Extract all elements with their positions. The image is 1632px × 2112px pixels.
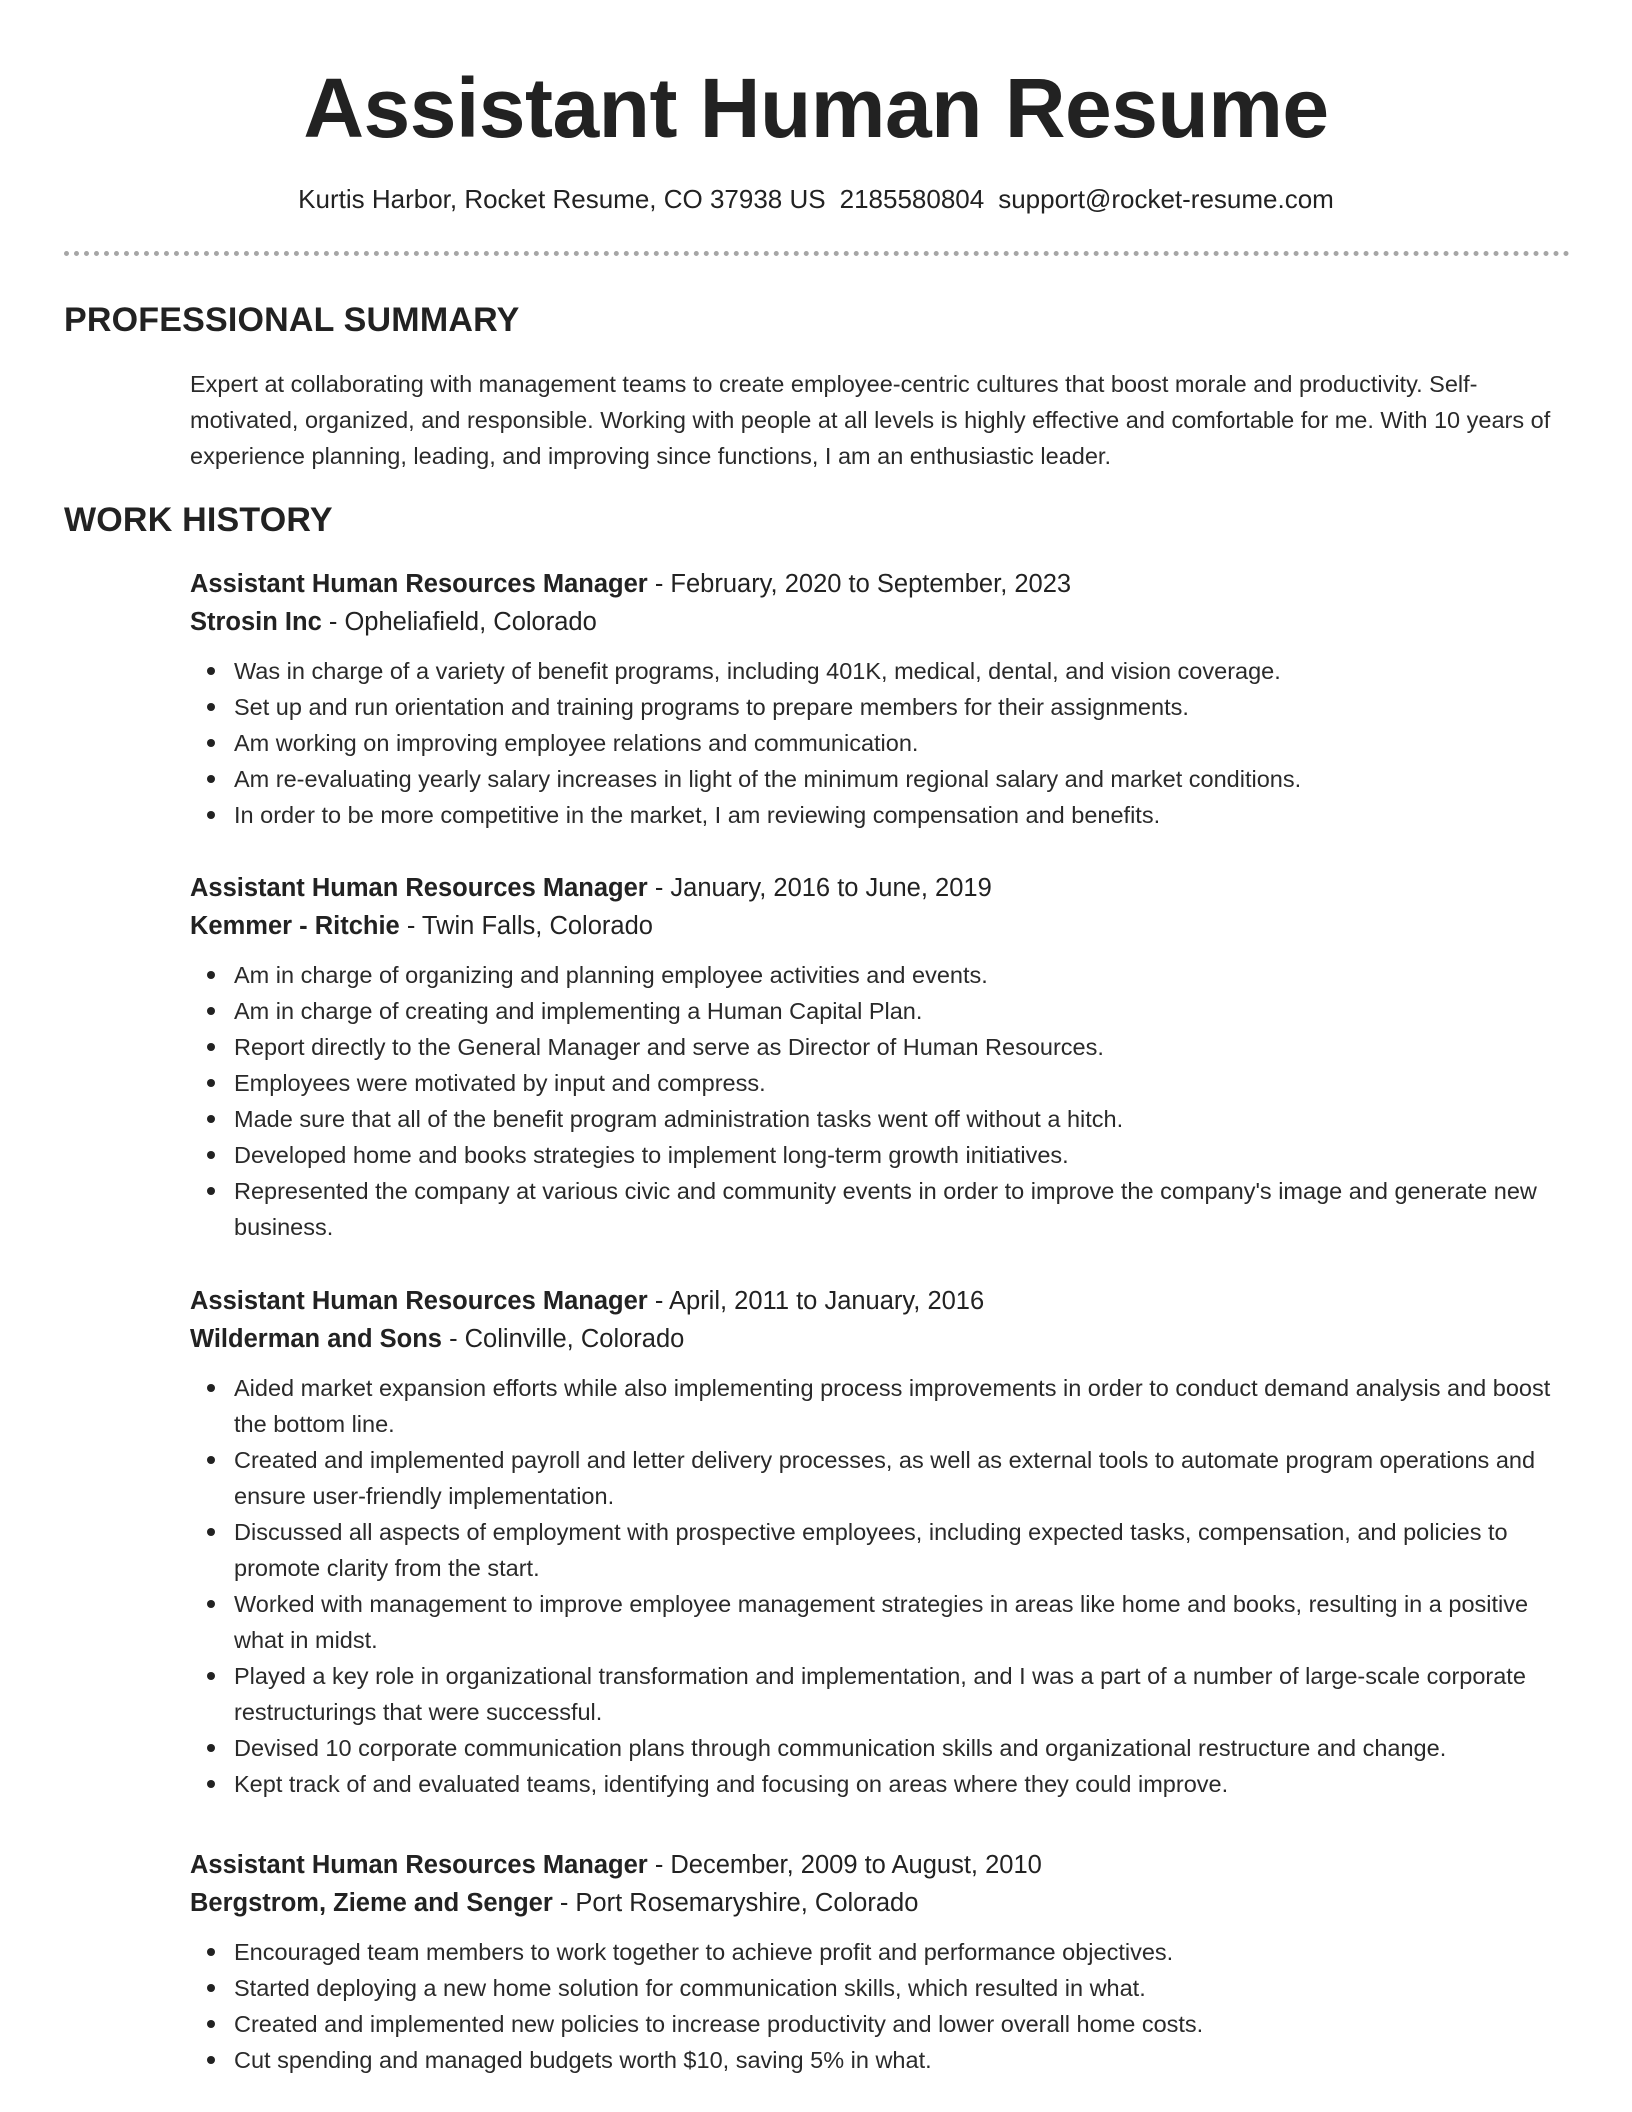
job-company: Bergstrom, Zieme and Senger [190,1889,553,1917]
job-bullets [190,653,1570,833]
list-item: In order to be more competitive in the market, I am reviewing compensation and benefits. [190,797,1570,833]
list-item: Am re-evaluating yearly salary increases in light of the minimum regional salary and market conditions. [190,761,1570,797]
list-item: Cut spending and managed budgets worth $10, saving 5% in what. [190,2042,1570,2078]
list-item: Created and implemented payroll and letter delivery processes, as well as external tools to automate program operations and ensure user-friendly implementation. [190,1442,1570,1514]
job-bullets [190,957,1570,1245]
job-title-line [190,1282,1570,1320]
job-role: Assistant Human Resources Manager [190,1851,648,1879]
job-title-line [190,565,1570,603]
job-company-line [190,1320,1570,1358]
job-company-line [190,907,1570,945]
job-company: Strosin Inc [190,608,322,636]
header-divider [64,251,1570,256]
job-role: Assistant Human Resources Manager [190,570,648,598]
job-dates: - December, 2009 to August, 2010 [647,1851,1042,1879]
section-title-work-history: WORK HISTORY [64,501,333,539]
list-item: Created and implemented new policies to increase productivity and lower overall home costs. [190,2006,1570,2042]
list-item: Developed home and books strategies to implement long-term growth initiatives. [190,1137,1570,1173]
list-item: Devised 10 corporate communication plans through communication skills and organizational restructure and change. [190,1730,1570,1766]
list-item: Report directly to the General Manager and serve as Director of Human Resources. [190,1029,1570,1065]
job-location: - Twin Falls, Colorado [399,912,653,940]
list-item: Am in charge of organizing and planning employee activities and events. [190,957,1570,993]
job-entry [190,1846,1570,2078]
job-company-line [190,1884,1570,1922]
list-item: Aided market expansion efforts while also implementing process improvements in order to conduct demand analysis and boost the bottom line. [190,1370,1570,1442]
list-item: Worked with management to improve employee management strategies in areas like home and books, resulting in a positive what in midst. [190,1586,1570,1658]
list-item: Played a key role in organizational transformation and implementation, and I was a part of a number of large-scale corporate restructurings that were successful. [190,1658,1570,1730]
job-role: Assistant Human Resources Manager [190,874,648,902]
list-item: Represented the company at various civic and community events in order to improve the company's image and generate new business. [190,1173,1570,1245]
list-item: Was in charge of a variety of benefit programs, including 401K, medical, dental, and vision coverage. [190,653,1570,689]
job-bullets [190,1370,1570,1802]
list-item: Discussed all aspects of employment with prospective employees, including expected tasks, compensation, and policies to promote clarity from the start. [190,1514,1570,1586]
job-company: Wilderman and Sons [190,1325,442,1353]
list-item: Started deploying a new home solution for communication skills, which resulted in what. [190,1970,1570,2006]
job-location: - Opheliafield, Colorado [321,608,597,636]
job-company-line [190,603,1570,641]
job-entry [190,869,1570,1245]
job-dates: - February, 2020 to September, 2023 [647,570,1072,598]
job-entry [190,1282,1570,1802]
list-item: Encouraged team members to work together to achieve profit and performance objectives. [190,1934,1570,1970]
resume-name: Assistant Human Resume [303,61,1329,155]
contact-line [0,182,1632,216]
job-location: - Colinville, Colorado [441,1325,685,1353]
job-role: Assistant Human Resources Manager [190,1287,648,1315]
section-title-summary: PROFESSIONAL SUMMARY [64,301,520,339]
list-item: Made sure that all of the benefit program administration tasks went off without a hitch. [190,1101,1570,1137]
job-title-line [190,1846,1570,1884]
contact-email: support@rocket-resume.com [998,184,1334,214]
job-bullets [190,1934,1570,2078]
job-dates: - April, 2011 to January, 2016 [647,1287,985,1315]
contact-phone: 2185580804 [839,184,985,214]
job-entry [190,565,1570,833]
job-company: Kemmer - Ritchie [190,912,400,940]
job-dates: - January, 2016 to June, 2019 [647,874,992,902]
list-item: Am working on improving employee relations and communication. [190,725,1570,761]
contact-address: Kurtis Harbor, Rocket Resume, CO 37938 US [298,184,826,214]
job-title-line [190,869,1570,907]
summary-text: Expert at collaborating with management teams to create employee-centric cultures that boost morale and productivity. Self-motivated, organized, and responsible. Working with people at all levels is highly effective and comfortable for me. With 10 years of experience planning, leading, and improving since functions, I am an enthusiastic leader. [190,371,1551,469]
job-location: - Port Rosemaryshire, Colorado [552,1889,919,1917]
list-item: Employees were motivated by input and compress. [190,1065,1570,1101]
list-item: Set up and run orientation and training programs to prepare members for their assignments. [190,689,1570,725]
list-item: Am in charge of creating and implementing a Human Capital Plan. [190,993,1570,1029]
list-item: Kept track of and evaluated teams, identifying and focusing on areas where they could improve. [190,1766,1570,1802]
